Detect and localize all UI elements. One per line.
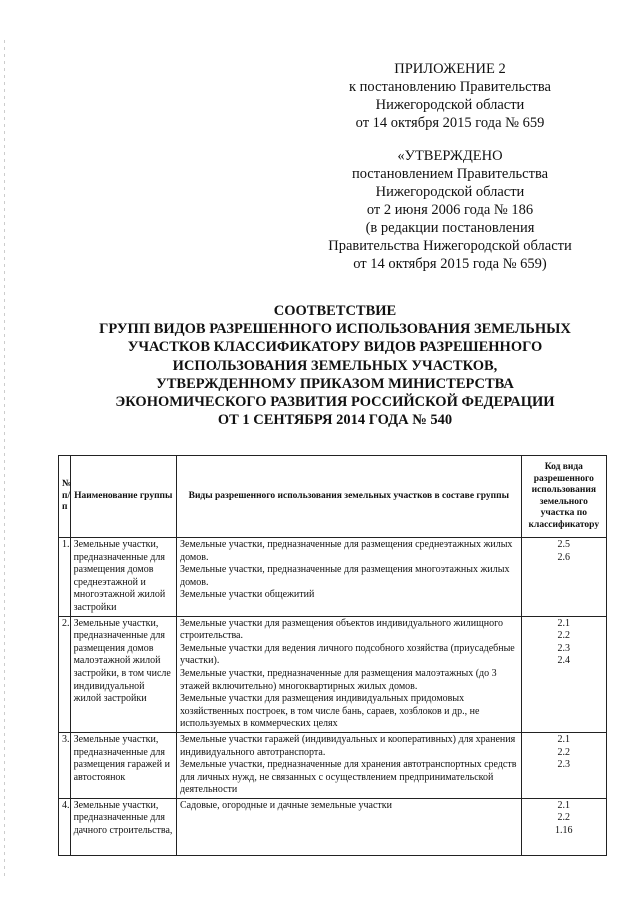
group-name: Земельные участки, предназначенные для размещения гаражей и автостоянок [70,732,176,798]
title-line: ГРУПП ВИДОВ РАЗРЕШЕННОГО ИСПОЛЬЗОВАНИЯ ЗЕМЕЛЬНЫХ [99,321,571,338]
code-item: 2.1 [557,733,571,745]
group-types [177,798,522,855]
appendix-block [300,60,600,132]
appendix-line: от 14 октября 2015 года № 659 [355,115,545,131]
approved-line: от 14 октября 2015 года № 659) [353,256,547,272]
type-item: Земельные участки для размещения объектов индивидуального жилищного строительства. [180,617,504,642]
group-name: Земельные участки, предназначенные для дачного строительства, [70,798,176,855]
approved-line: «УТВЕРЖДЕНО [397,148,503,164]
row-num: 2. [59,616,71,732]
approved-line: от 2 июня 2006 года № 186 [366,202,534,218]
scan-edge [4,40,5,880]
code-item: 2.3 [557,642,571,654]
group-types [177,538,522,617]
code-item: 2.4 [557,655,571,667]
code-item: 1.16 [555,825,573,837]
type-item: Земельные участки, предназначенные для размещения малоэтажных (до 3 этажей включительно) многоквартирных жилых домов. [180,667,497,692]
group-codes [521,798,606,855]
appendix-line: Нижегородской области [375,97,525,113]
group-codes [521,538,606,617]
code-item: 2.5 [557,539,571,550]
group-codes [521,732,606,798]
table-row [59,732,607,798]
code-item: 2.6 [557,551,571,563]
code-item: 2.2 [557,812,571,824]
group-name: Земельные участки, предназначенные для размещения домов малоэтажной жилой застройки, в том числе индивидуальной жилой застройки [70,616,176,732]
type-item: Земельные участки, предназначенные для хранения автотранспортных средств для личных нужд, не связанных с осуществлением предпринимательской деятельности [180,759,517,796]
type-item: Земельные участки для размещения индивидуальных придомовых хозяйственных построек, в том числе бань, сараев, хозблоков и др., не используемых в коммерческих целях [180,693,480,730]
table-header-row [59,456,607,538]
group-types [177,732,522,798]
table-row [59,798,607,855]
type-item: Земельные участки, предназначенные для размещения многоэтажных жилых домов. [180,564,510,588]
group-codes [521,616,606,732]
code-item: 2.2 [557,630,571,642]
approved-line: Нижегородской области [375,184,525,200]
approved-line: Правительства Нижегородской области [328,238,572,254]
title-line: УТВЕРЖДЕННОМУ ПРИКАЗОМ МИНИСТЕРСТВА [156,375,514,392]
approved-line: (в редакции постановления [365,220,535,236]
title-line: ЭКОНОМИЧЕСКОГО РАЗВИТИЯ РОССИЙСКОЙ ФЕДЕРАЦИИ [115,394,555,411]
code-item: 2.3 [557,759,571,771]
group-name: Земельные участки, предназначенные для размещения домов среднеэтажной и многоэтажной жилой застройки [70,538,176,617]
title-line: ИСПОЛЬЗОВАНИЯ ЗЕМЕЛЬНЫХ УЧАСТКОВ, [172,357,498,374]
title-line: СООТВЕТСТВИЕ [273,303,397,319]
type-item: Садовые, огородные и дачные земельные участки [180,799,392,811]
row-num: 1. [59,538,71,617]
table-row [59,538,607,617]
type-item: Земельные участки, предназначенные для размещения среднеэтажных жилых домов. [180,539,513,563]
type-item: Земельные участки гаражей (индивидуальных и кооперативных) для хранения индивидуального автотранспорта. [180,733,516,758]
appendix-line: к постановлению Правительства [349,79,551,95]
header-name: Наименование группы [70,456,176,538]
group-types [177,616,522,732]
header-num: № п/п [59,456,71,538]
row-num: 3. [59,732,71,798]
correspondence-table [58,455,607,856]
code-item: 2.1 [557,617,571,629]
type-item: Земельные участки общежитий [180,589,315,601]
document-title [60,302,610,429]
title-line: ОТ 1 СЕНТЯБРЯ 2014 ГОДА № 540 [217,412,453,429]
header-types: Виды разрешенного использования земельных участков в составе группы [177,456,522,538]
title-line: УЧАСТКОВ КЛАССИФИКАТОРУ ВИДОВ РАЗРЕШЕННОГО [127,339,543,356]
type-item: Земельные участки для ведения личного подсобного хозяйства (приусадебные участки). [180,642,515,667]
header-code: Код вида разрешенного использования земельного участка по классификатору [521,456,606,538]
row-num: 4. [59,798,71,855]
code-item: 2.2 [557,746,571,758]
table-row [59,616,607,732]
approved-line: постановлением Правительства [351,166,549,182]
approved-block [300,147,600,273]
code-item: 2.1 [557,799,571,811]
appendix-line: ПРИЛОЖЕНИЕ 2 [394,61,506,77]
